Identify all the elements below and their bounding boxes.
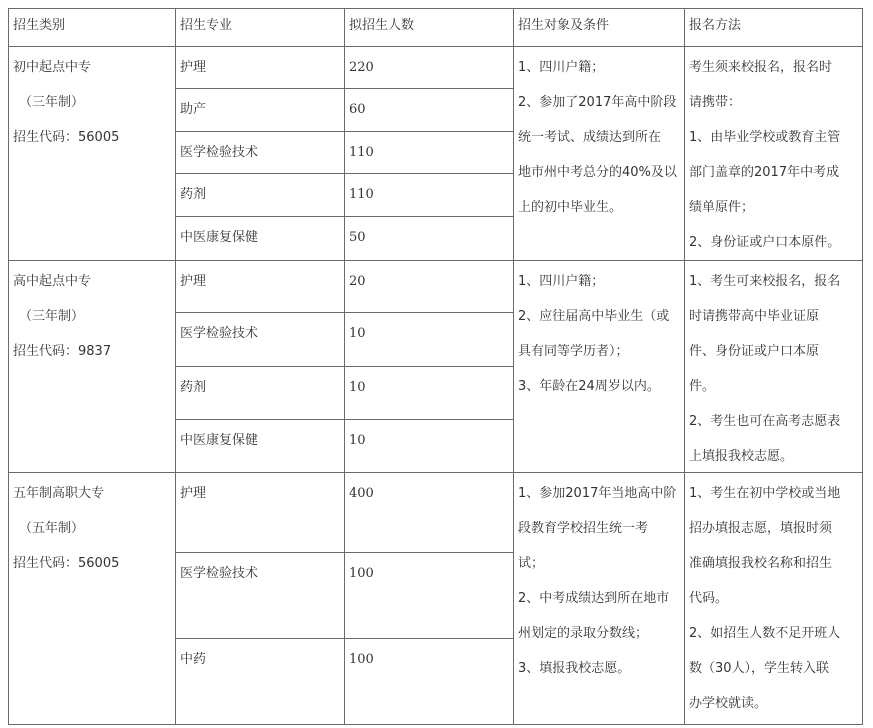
admissions-table bbox=[8, 8, 862, 724]
conditions-cell bbox=[513, 260, 684, 472]
enrollment-count: 100 bbox=[349, 652, 374, 667]
condition-line: 1、四川户籍； bbox=[518, 60, 605, 75]
method-line: 件、身份证或户口本原 bbox=[689, 344, 820, 359]
major-cell bbox=[175, 131, 344, 173]
category-cell bbox=[8, 472, 175, 724]
header-label: 拟招生人数 bbox=[349, 18, 415, 33]
condition-line: 3、填报我校志愿。 bbox=[518, 661, 631, 676]
category-cell bbox=[8, 260, 175, 472]
major-name: 助产 bbox=[180, 102, 207, 117]
enrollment-count: 10 bbox=[349, 380, 366, 395]
method-line: 部门盖章的2017年中考成 bbox=[689, 165, 840, 180]
category-code: 招生代码：56005 bbox=[13, 556, 120, 571]
major-name: 护理 bbox=[180, 486, 207, 501]
major-cell bbox=[175, 472, 344, 552]
condition-line: 3、年龄在24周岁以内。 bbox=[518, 379, 660, 394]
major-cell bbox=[175, 260, 344, 312]
enrollment-count: 10 bbox=[349, 433, 366, 448]
major-name: 中医康复保健 bbox=[180, 230, 259, 245]
count-cell bbox=[344, 638, 513, 724]
header-label: 招生专业 bbox=[180, 18, 233, 33]
method-cell bbox=[684, 46, 862, 260]
count-cell bbox=[344, 88, 513, 131]
major-cell bbox=[175, 88, 344, 131]
count-cell bbox=[344, 552, 513, 638]
category-name: 初中起点中专 bbox=[13, 60, 92, 75]
major-cell bbox=[175, 216, 344, 260]
enrollment-count: 400 bbox=[349, 486, 374, 501]
category-name: 五年制高职大专 bbox=[13, 486, 105, 501]
major-name: 医学检验技术 bbox=[180, 326, 259, 341]
enrollment-count: 60 bbox=[349, 102, 366, 117]
method-line: 时请携带高中毕业证原 bbox=[689, 309, 820, 324]
method-line: 数（30人），学生转入联 bbox=[689, 661, 830, 676]
header-cell bbox=[344, 8, 513, 46]
category-name: 高中起点中专 bbox=[13, 274, 92, 289]
condition-line: 2、中考成绩达到所在地市 bbox=[518, 591, 670, 606]
enrollment-count: 110 bbox=[349, 187, 374, 202]
conditions-cell bbox=[513, 472, 684, 724]
method-line: 件。 bbox=[689, 379, 716, 394]
major-cell bbox=[175, 173, 344, 216]
major-name: 药剂 bbox=[180, 187, 207, 202]
count-cell bbox=[344, 312, 513, 366]
count-cell bbox=[344, 216, 513, 260]
major-cell bbox=[175, 638, 344, 724]
condition-line: 州划定的录取分数线； bbox=[518, 626, 649, 641]
count-cell bbox=[344, 366, 513, 419]
header-label: 报名方法 bbox=[689, 18, 742, 33]
condition-line: 试； bbox=[518, 556, 545, 571]
column-border bbox=[862, 8, 863, 724]
count-cell bbox=[344, 46, 513, 88]
condition-line: 段教育学校招生统一考 bbox=[518, 521, 649, 536]
enrollment-count: 100 bbox=[349, 566, 374, 581]
method-line: 考生须来校报名，报名时 bbox=[689, 60, 833, 75]
method-line: 办学校就读。 bbox=[689, 696, 768, 711]
major-name: 药剂 bbox=[180, 380, 207, 395]
major-name: 护理 bbox=[180, 274, 207, 289]
major-name: 中医康复保健 bbox=[180, 433, 259, 448]
method-line: 1、考生在初中学校或当地 bbox=[689, 486, 841, 501]
method-line: 1、由毕业学校或教育主管 bbox=[689, 130, 841, 145]
category-code: 招生代码：56005 bbox=[13, 130, 120, 145]
count-cell bbox=[344, 173, 513, 216]
condition-line: 1、参加2017年当地高中阶 bbox=[518, 486, 677, 501]
major-cell bbox=[175, 312, 344, 366]
major-name: 中药 bbox=[180, 652, 207, 667]
category-duration: （五年制） bbox=[19, 521, 85, 536]
method-line: 招办填报志愿，填报时须 bbox=[689, 521, 833, 536]
header-label: 招生对象及条件 bbox=[518, 18, 610, 33]
count-cell bbox=[344, 260, 513, 312]
enrollment-count: 50 bbox=[349, 230, 366, 245]
enrollment-count: 220 bbox=[349, 60, 374, 75]
enrollment-count: 20 bbox=[349, 274, 366, 289]
method-cell bbox=[684, 472, 862, 724]
condition-line: 地市州中考总分的40%及以 bbox=[518, 165, 677, 180]
enrollment-count: 110 bbox=[349, 145, 374, 160]
major-name: 护理 bbox=[180, 60, 207, 75]
count-cell bbox=[344, 472, 513, 552]
category-duration: （三年制） bbox=[19, 309, 85, 324]
method-line: 准确填报我校名称和招生 bbox=[689, 556, 833, 571]
header-cell bbox=[684, 8, 862, 46]
method-line: 绩单原件； bbox=[689, 200, 755, 215]
header-cell bbox=[175, 8, 344, 46]
major-cell bbox=[175, 552, 344, 638]
condition-line: 2、参加了2017年高中阶段 bbox=[518, 95, 677, 110]
major-cell bbox=[175, 366, 344, 419]
major-cell bbox=[175, 46, 344, 88]
header-cell bbox=[8, 8, 175, 46]
category-cell bbox=[8, 46, 175, 260]
method-cell bbox=[684, 260, 862, 472]
condition-line: 统一考试、成绩达到所在 bbox=[518, 130, 662, 145]
category-code: 招生代码：9837 bbox=[13, 344, 112, 359]
conditions-cell bbox=[513, 46, 684, 260]
condition-line: 具有同等学历者）； bbox=[518, 344, 629, 359]
method-line: 1、考生可来校报名，报名 bbox=[689, 274, 841, 289]
count-cell bbox=[344, 131, 513, 173]
row-border bbox=[8, 724, 863, 725]
major-name: 医学检验技术 bbox=[180, 145, 259, 160]
category-duration: （三年制） bbox=[19, 95, 85, 110]
method-line: 上填报我校志愿。 bbox=[689, 449, 794, 464]
condition-line: 1、四川户籍； bbox=[518, 274, 605, 289]
method-line: 请携带： bbox=[689, 95, 742, 110]
condition-line: 2、应往届高中毕业生（或 bbox=[518, 309, 670, 324]
enrollment-count: 10 bbox=[349, 326, 366, 341]
condition-line: 上的初中毕业生。 bbox=[518, 200, 623, 215]
method-line: 代码。 bbox=[689, 591, 729, 606]
method-line: 2、身份证或户口本原件。 bbox=[689, 235, 841, 250]
method-line: 2、如招生人数不足开班人 bbox=[689, 626, 841, 641]
header-label: 招生类别 bbox=[13, 18, 66, 33]
count-cell bbox=[344, 419, 513, 472]
major-cell bbox=[175, 419, 344, 472]
method-line: 2、考生也可在高考志愿表 bbox=[689, 414, 841, 429]
header-cell bbox=[513, 8, 684, 46]
major-name: 医学检验技术 bbox=[180, 566, 259, 581]
